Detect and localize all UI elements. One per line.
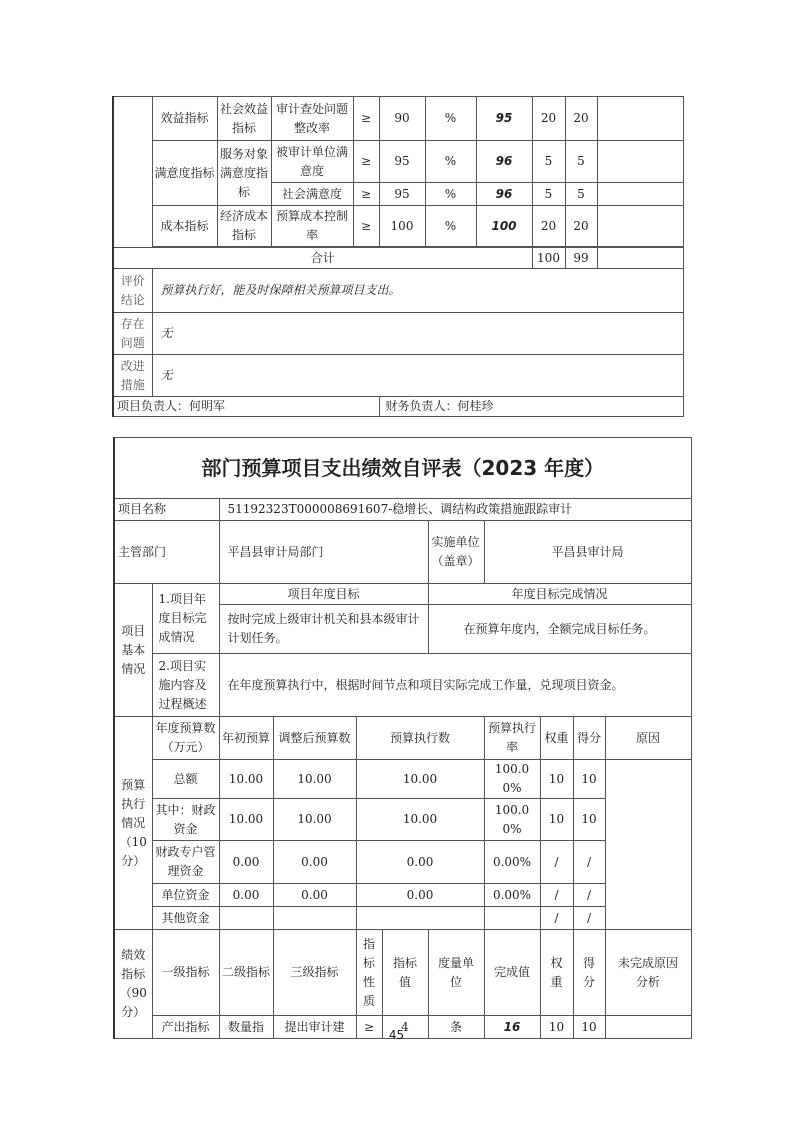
improvements-label: 改进措施 — [113, 355, 152, 397]
budget-header: 原因 — [605, 717, 691, 760]
fund-name: 单位资金 — [152, 884, 219, 907]
execution-rate — [484, 907, 540, 930]
perf-header: 未完成原因分析 — [605, 930, 691, 1016]
total-label: 合计 — [113, 248, 532, 269]
level1-cell: 成本指标 — [152, 206, 217, 247]
initial-budget: 10.00 — [219, 799, 273, 841]
conclusion-row — [113, 269, 683, 313]
fund-name: 其他资金 — [152, 907, 219, 930]
adjusted-budget: 10.00 — [273, 760, 356, 799]
budget-header: 年初预算 — [219, 717, 273, 760]
score-cell: 5 — [565, 183, 597, 206]
goal-completion-value: 在预算年度内，全额完成目标任务。 — [428, 605, 691, 654]
operator-cell: ≥ — [353, 97, 379, 141]
budget-row — [114, 799, 691, 841]
level1-cell: 满意度指标 — [152, 141, 217, 206]
operator-cell: ≥ — [353, 206, 379, 247]
process-label: 2.项目实施内容及过程概述 — [152, 654, 219, 717]
budget-header: 权重 — [540, 717, 573, 760]
adjusted-budget: 10.00 — [273, 799, 356, 841]
improvements-value: 无 — [152, 355, 683, 397]
budget-header: 预算执行率 — [484, 717, 540, 760]
executed-budget: 0.00 — [356, 884, 484, 907]
performance-section-label: 绩效指标（90分） — [114, 930, 152, 1039]
total-weight: 100 — [532, 248, 565, 269]
impl-unit-label: 实施单位（盖章） — [428, 521, 484, 584]
operator-cell: ≥ — [353, 141, 379, 183]
level3-cell: 提出审计建 — [273, 1016, 356, 1039]
budget-row — [114, 884, 691, 907]
target-cell: 4 — [382, 1016, 428, 1039]
score-cell: 5 — [565, 141, 597, 183]
level2-cell: 服务对象满意度指标 — [217, 141, 271, 206]
score-cell: 20 — [565, 206, 597, 247]
perf-header: 三级指标 — [273, 930, 356, 1016]
process-row — [114, 654, 691, 717]
finance-lead: 财务负责人：何桂珍 — [379, 397, 683, 417]
reason-cell — [597, 97, 683, 141]
goal-value: 按时完成上级审计机关和县本级审计计划任务。 — [219, 605, 428, 654]
execution-rate: 0.00% — [484, 841, 540, 884]
goal-header: 项目年度目标 — [219, 584, 428, 605]
form-title: 部门预算项目支出绩效自评表（2023 年度） — [114, 438, 691, 499]
problems-label: 存在问题 — [113, 313, 152, 355]
level2-cell: 经济成本指标 — [217, 206, 271, 247]
unit-cell: % — [425, 206, 476, 247]
weight: / — [540, 841, 573, 884]
total-row — [113, 248, 683, 269]
initial-budget: 0.00 — [219, 884, 273, 907]
perf-header: 度量单位 — [428, 930, 484, 1016]
fund-name: 财政专户管理资金 — [152, 841, 219, 884]
budget-row — [114, 907, 691, 930]
table-row — [113, 97, 683, 141]
target-cell: 100 — [379, 206, 425, 247]
conclusion-value: 预算执行好，能及时保障相关预算项目支出。 — [152, 269, 683, 313]
executed-budget: 10.00 — [356, 799, 484, 841]
budget-header-row — [114, 717, 691, 760]
perf-header: 完成值 — [484, 930, 540, 1016]
signatures-row — [113, 397, 683, 417]
department-value: 平昌县审计局部门 — [219, 521, 428, 584]
title-row — [114, 438, 691, 499]
score: / — [573, 884, 605, 907]
initial-budget: 10.00 — [219, 760, 273, 799]
weight-cell: 20 — [532, 206, 565, 247]
total-score: 99 — [565, 248, 597, 269]
fund-name: 总额 — [152, 760, 219, 799]
adjusted-budget: 0.00 — [273, 884, 356, 907]
unit-cell: 条 — [428, 1016, 484, 1039]
self-evaluation-form — [113, 437, 692, 1039]
perf-header: 一级指标 — [152, 930, 219, 1016]
score: / — [573, 841, 605, 884]
perf-header: 权重 — [540, 930, 573, 1016]
execution-rate: 0.00% — [484, 884, 540, 907]
blank-cell — [113, 97, 152, 248]
goal-completion-header: 年度目标完成情况 — [428, 584, 691, 605]
score-cell: 20 — [565, 97, 597, 141]
improvements-row — [113, 355, 683, 397]
executed-budget: 10.00 — [356, 760, 484, 799]
budget-header: 调整后预算数 — [273, 717, 356, 760]
score: / — [573, 907, 605, 930]
actual-cell: 100 — [476, 206, 532, 247]
actual-cell: 16 — [484, 1016, 540, 1039]
perf-header: 指标性质 — [356, 930, 382, 1016]
reason-cell — [597, 141, 683, 183]
level3-cell: 预算成本控制率 — [271, 206, 353, 247]
project-lead: 项目负责人：何明军 — [113, 397, 379, 417]
perf-header: 得分 — [573, 930, 605, 1016]
level3-cell: 审计查处问题整改率 — [271, 97, 353, 141]
level2-cell: 数量指 — [219, 1016, 273, 1039]
level2-cell: 社会效益指标 — [217, 97, 271, 141]
level1-cell: 产出指标 — [152, 1016, 219, 1039]
adjusted-budget: 0.00 — [273, 841, 356, 884]
fund-name: 其中：财政资金 — [152, 799, 219, 841]
execution-rate: 100.00% — [484, 799, 540, 841]
weight-cell: 20 — [532, 97, 565, 141]
table-row — [113, 141, 683, 183]
operator-cell: ≥ — [353, 183, 379, 206]
top-indicator-table — [112, 96, 684, 417]
budget-header: 预算执行数 — [356, 717, 484, 760]
weight-cell: 10 — [540, 1016, 573, 1039]
reason-cell — [597, 183, 683, 206]
total-reason — [597, 248, 683, 269]
actual-cell: 96 — [476, 183, 532, 206]
basic-info-label: 项目基本情况 — [114, 584, 152, 717]
score: 10 — [573, 799, 605, 841]
score-cell: 10 — [573, 1016, 605, 1039]
target-cell: 95 — [379, 183, 425, 206]
level3-cell: 社会满意度 — [271, 183, 353, 206]
initial-budget: 0.00 — [219, 841, 273, 884]
weight-cell: 5 — [532, 183, 565, 206]
problems-value: 无 — [152, 313, 683, 355]
department-row — [114, 521, 691, 584]
target-cell: 90 — [379, 97, 425, 141]
executed-budget — [356, 907, 484, 930]
initial-budget — [219, 907, 273, 930]
unit-cell: % — [425, 141, 476, 183]
weight-cell: 5 — [532, 141, 565, 183]
performance-header-row — [114, 930, 691, 1016]
project-name-value: 51192323T000008691607-稳增长、调结构政策措施跟踪审计 — [219, 499, 691, 521]
adjusted-budget — [273, 907, 356, 930]
perf-header: 指标值 — [382, 930, 428, 1016]
score: 10 — [573, 760, 605, 799]
executed-budget: 0.00 — [356, 841, 484, 884]
actual-cell: 96 — [476, 141, 532, 183]
table-row — [113, 206, 683, 247]
operator-cell: ≥ — [356, 1016, 382, 1039]
perf-header: 二级指标 — [219, 930, 273, 1016]
reason-cell — [605, 760, 691, 930]
department-label: 主管部门 — [114, 521, 219, 584]
weight: 10 — [540, 799, 573, 841]
actual-cell: 95 — [476, 97, 532, 141]
execution-rate: 100.00% — [484, 760, 540, 799]
level1-cell: 效益指标 — [152, 97, 217, 141]
budget-row — [114, 760, 691, 799]
project-name-label: 项目名称 — [114, 499, 219, 521]
budget-header: 得分 — [573, 717, 605, 760]
weight: / — [540, 884, 573, 907]
goal-label: 1.项目年度目标完成情况 — [152, 584, 219, 654]
unit-cell: % — [425, 183, 476, 206]
weight: 10 — [540, 760, 573, 799]
budget-section-label: 预算执行情况（10分） — [114, 717, 152, 930]
reason-cell — [597, 206, 683, 247]
page-number: 45 — [388, 1028, 405, 1042]
impl-unit-value: 平昌县审计局 — [484, 521, 691, 584]
problems-row — [113, 313, 683, 355]
budget-row — [114, 841, 691, 884]
project-name-row — [114, 499, 691, 521]
target-cell: 95 — [379, 141, 425, 183]
budget-header: 年度预算数（万元） — [152, 717, 219, 760]
process-value: 在年度预算执行中，根据时间节点和项目实际完成工作量，兑现项目资金。 — [219, 654, 691, 717]
unit-cell: % — [425, 97, 476, 141]
level3-cell: 被审计单位满意度 — [271, 141, 353, 183]
weight: / — [540, 907, 573, 930]
goal-header-row — [114, 584, 691, 605]
conclusion-label: 评价结论 — [113, 269, 152, 313]
